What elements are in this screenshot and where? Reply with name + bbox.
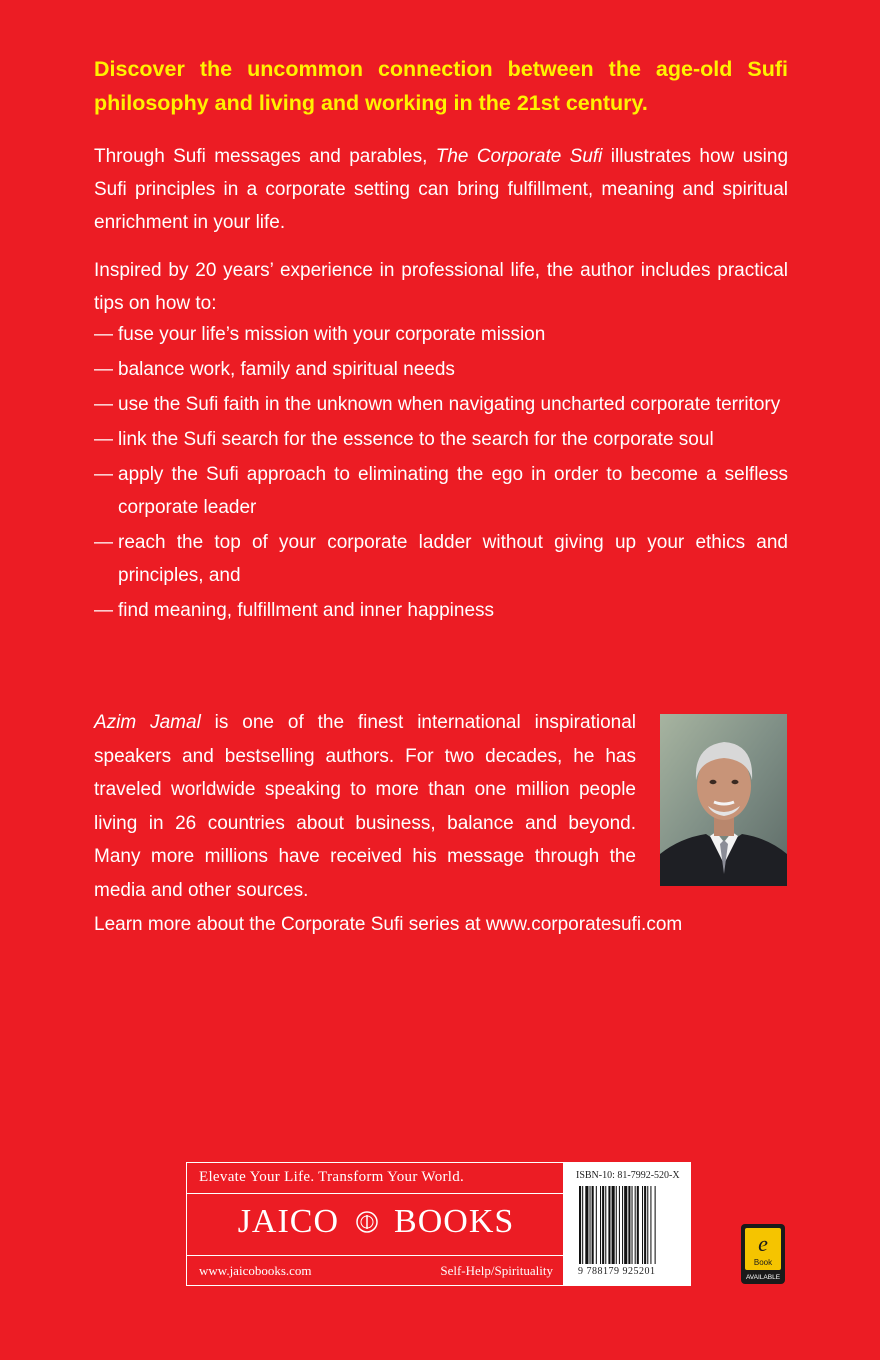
author-bio-text: is one of the finest international inspirational speakers and bestselling authors. For two decades, he has traveled worldwide speaking to more than one million people living in 26 countries about business, balance and beyond. Many more millions have received his message through the media and other sources. — [94, 712, 637, 901]
tips-lead: Inspired by 20 years’ experience in professional life, the author includes practical tips on how to: — [94, 260, 788, 314]
tip-dash: — — [94, 600, 113, 621]
ebook-label: Book — [753, 1258, 773, 1267]
tip-dash: — — [94, 464, 113, 485]
tip-item — [94, 388, 788, 421]
publisher-name-left: JAICO — [237, 1203, 340, 1240]
book-category: Self-Help/Spirituality — [440, 1263, 553, 1278]
book-title: The Corporate Sufi — [435, 146, 603, 167]
tip-dash: — — [94, 359, 113, 380]
tip-text: balance work, family and spiritual needs — [118, 359, 455, 380]
ebook-letter: e — [758, 1231, 768, 1256]
tip-item — [94, 458, 788, 524]
isbn: ISBN-10: 81-7992-520-X — [576, 1170, 680, 1181]
publisher-logo — [187, 1203, 565, 1243]
tip-text: fuse your life’s mission with your corporate mission — [118, 324, 546, 345]
jaico-emblem-icon — [355, 1205, 379, 1243]
tip-text: link the Sufi search for the essence to the search for the corporate soul — [118, 429, 714, 450]
tip-text: apply the Sufi approach to eliminating the ego in order to become a selfless corporate leader — [118, 464, 788, 518]
tip-item — [94, 423, 788, 456]
tip-dash: — — [94, 394, 113, 415]
publisher-name-right: BOOKS — [394, 1203, 515, 1240]
tip-item — [94, 594, 788, 627]
tip-text: use the Sufi faith in the unknown when navigating uncharted corporate territory — [118, 394, 781, 415]
ebook-icon — [740, 1223, 786, 1285]
tip-dash: — — [94, 324, 113, 345]
intro-after: illustrates how using Sufi principles in a corporate setting can bring fulfillment, meaning and spiritual enrichment in your life. — [94, 146, 789, 233]
headline: Discover the uncommon connection between the age-old Sufi philosophy and living and working in the 21st century. — [94, 57, 788, 115]
author-portrait — [660, 714, 787, 886]
tip-item — [94, 526, 788, 592]
tip-text: find meaning, fulfillment and inner happiness — [118, 600, 495, 621]
barcode-number: 9 788179 925201 — [578, 1266, 656, 1277]
learn-more-text: Learn more about the Corporate Sufi series at www.corporatesufi.com — [94, 914, 683, 935]
publisher-tagline: Elevate Your Life. Transform Your World. — [199, 1169, 465, 1185]
author-bio — [94, 706, 636, 907]
author-name: Azim Jamal — [94, 712, 201, 733]
barcode-icon — [578, 1186, 682, 1264]
intro-paragraph — [94, 140, 788, 239]
publisher-panel — [186, 1162, 564, 1286]
tip-dash: — — [94, 532, 113, 553]
ebook-available-badge — [740, 1223, 786, 1285]
author-portrait-image — [660, 714, 787, 886]
tip-item — [94, 318, 788, 351]
intro-before: Through Sufi messages and parables, — [94, 146, 436, 167]
tip-text: reach the top of your corporate ladder without giving up your ethics and principles, and — [118, 532, 788, 586]
ebook-available: AVAILABLE — [745, 1274, 781, 1281]
tip-item — [94, 353, 788, 386]
divider — [187, 1193, 563, 1194]
divider — [187, 1255, 563, 1256]
tip-dash: — — [94, 429, 113, 450]
publisher-website[interactable]: www.jaicobooks.com — [199, 1263, 312, 1278]
publisher-box — [186, 1162, 691, 1286]
tips-list — [94, 318, 788, 629]
